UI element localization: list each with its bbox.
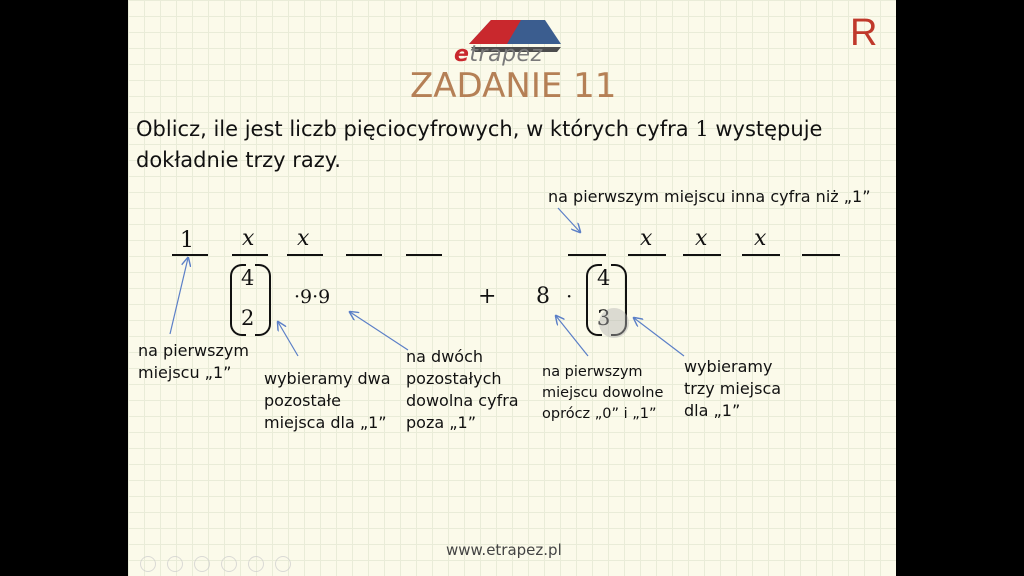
case2-x-3: x [754,226,767,251]
more-options-icon[interactable] [275,556,291,572]
arrow-case1-other [350,312,408,350]
prev-slide-icon[interactable] [140,556,156,572]
case2-slot-2 [628,254,666,256]
case1-slot-4 [346,254,382,256]
case2-x-2: x [695,226,708,251]
case1-binom-right-paren [255,264,271,336]
footer-url[interactable]: www.etrapez.pl [446,541,562,559]
arrow-case2-first [556,316,588,356]
case2-x-1: x [640,226,653,251]
case1-label-choose: wybieramy dwa pozostałe miejsca dla „1” [264,369,391,432]
case1-slot-1 [172,254,208,256]
page-title: ZADANIE 11 [410,66,617,106]
case2-slot-1 [568,254,606,256]
case1-multiplier: ·9·9 [294,286,331,308]
case1-label-first: na pierwszym miejscu „1” [138,341,249,382]
case2-binom-top: 4 [597,266,611,290]
case1-slot-2 [232,254,268,256]
case2-dot: · [566,284,573,308]
task-text: Oblicz, ile jest liczb pięciocyfrowych, w których cyfra 1 występuje dokładnie trzy razy. [136,117,823,172]
case2-label-first: na pierwszym miejscu dowolne oprócz „0” i „1” [542,364,664,422]
case2-binom-bottom: 3 [597,306,611,330]
slide [128,0,896,576]
arrow-case2-choose [634,318,684,356]
case1-x-2: x [297,226,310,251]
case1-slot-3 [287,254,323,256]
case1-binom-top: 4 [241,266,255,290]
arrow-case2-top [558,208,580,232]
pen-icon[interactable] [194,556,210,572]
zoom-icon[interactable] [248,556,264,572]
case2-slot-5 [802,254,840,256]
case2-slot-3 [683,254,721,256]
case1-first-digit: 1 [180,228,194,253]
case1-slot-5 [406,254,442,256]
case1-binom-bottom: 2 [241,306,255,330]
slides-icon[interactable] [221,556,237,572]
next-slide-icon[interactable] [167,556,183,572]
slideshow-controls[interactable] [140,556,297,576]
case2-label-top: na pierwszym miejscu inna cyfra niż „1” [548,187,871,206]
case1-label-other: na dwóch pozostałych dowolna cyfra poza „1” [406,347,519,432]
cursor-highlight [599,308,629,338]
logo-text: etrapez [454,42,543,67]
level-mark: R [850,12,878,54]
case2-label-choose: wybieramy trzy miejsca dla „1” [684,357,782,420]
arrow-case1-choose [278,322,298,356]
arrow-case1-first [170,258,188,334]
case1-x-1: x [242,226,255,251]
case2-factor: 8 [536,284,550,309]
case2-slot-4 [742,254,780,256]
plus-sign: + [478,284,497,309]
